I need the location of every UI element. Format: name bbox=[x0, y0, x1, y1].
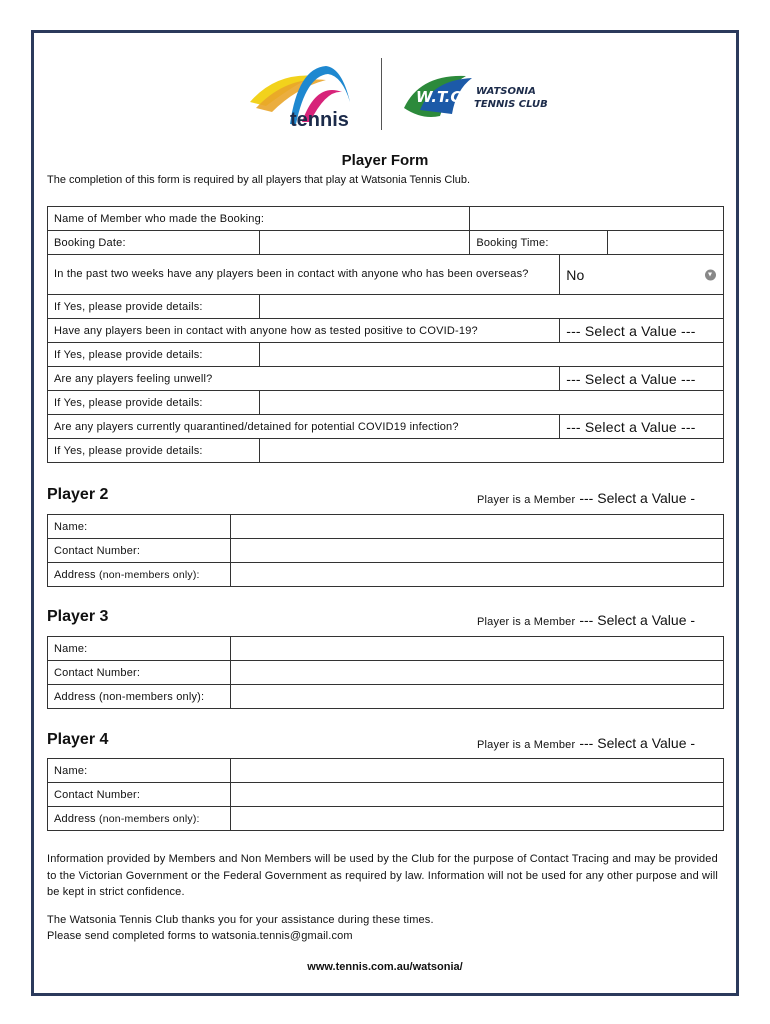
player-4-contact-label: Contact Number: bbox=[48, 783, 231, 807]
player-3-name-input[interactable] bbox=[231, 637, 724, 661]
send-instructions: Please send completed forms to watsonia.tennis@gmail.com bbox=[47, 930, 353, 942]
quarantine-details-label: If Yes, please provide details: bbox=[48, 439, 260, 463]
player-2-member-select[interactable]: --- Select a Value - bbox=[579, 490, 696, 506]
covid-details-label: If Yes, please provide details: bbox=[48, 343, 260, 367]
member-booking-label: Name of Member who made the Booking: bbox=[48, 207, 470, 231]
player-2-member bbox=[477, 490, 695, 506]
player-3-heading: Player 3 bbox=[47, 608, 109, 625]
player-3-member bbox=[477, 612, 695, 628]
player-4-address-input[interactable] bbox=[231, 807, 724, 831]
player-3-address-note: (non-members only): bbox=[99, 690, 205, 703]
privacy-notice: Information provided by Members and Non Members will be used by the Club for the purpose of Contact Tracing and may be provided to the Victorian Government or the Federal Government as required by law. Information will not be used for any other purpose and will be kept in strict confidence. bbox=[47, 853, 718, 898]
player-3-address-word: Address bbox=[54, 690, 100, 703]
player-3-address-input[interactable] bbox=[231, 685, 724, 709]
player-4-name-label: Name: bbox=[48, 759, 231, 783]
booking-time-input[interactable] bbox=[608, 231, 724, 255]
player-3-address-label bbox=[48, 685, 231, 709]
logo-divider bbox=[381, 58, 382, 130]
overseas-details-input[interactable] bbox=[259, 295, 723, 319]
chevron-down-icon bbox=[705, 269, 716, 280]
player-2-address-label bbox=[48, 563, 231, 587]
quarantine-select[interactable] bbox=[560, 415, 724, 439]
player-2-address-input[interactable] bbox=[231, 563, 724, 587]
svg-text:tennis: tennis bbox=[290, 109, 349, 130]
svg-text:WATSONIA: WATSONIA bbox=[476, 86, 536, 97]
player-3-contact-label: Contact Number: bbox=[48, 661, 231, 685]
covid-contact-question: Have any players been in contact with anyone how as tested positive to COVID-19? bbox=[48, 319, 560, 343]
member-booking-input[interactable] bbox=[470, 207, 724, 231]
player-2-table bbox=[47, 514, 724, 587]
player-2-address-note: (non-members only): bbox=[99, 568, 200, 581]
overseas-select-value: No bbox=[566, 266, 585, 283]
player-3-name-label: Name: bbox=[48, 637, 231, 661]
player-2-contact-input[interactable] bbox=[231, 539, 724, 563]
covid-contact-select-value: --- Select a Value --- bbox=[566, 322, 696, 339]
unwell-select-value: --- Select a Value --- bbox=[566, 370, 696, 387]
svg-text:TENNIS CLUB: TENNIS CLUB bbox=[474, 99, 548, 110]
booking-table bbox=[47, 206, 724, 463]
page-title: Player Form bbox=[341, 152, 429, 169]
player-2-member-label: Player is a Member bbox=[477, 494, 576, 506]
booking-time-label: Booking Time: bbox=[470, 231, 608, 255]
player-3-table bbox=[47, 636, 724, 709]
unwell-select[interactable] bbox=[560, 367, 724, 391]
thanks-text: The Watsonia Tennis Club thanks you for your assistance during these times. bbox=[47, 914, 434, 926]
svg-text:W.T.C: W.T.C bbox=[416, 88, 462, 106]
player-4-address-note: (non-members only): bbox=[99, 812, 200, 825]
tennis-australia-logo bbox=[246, 62, 362, 130]
booking-date-input[interactable] bbox=[259, 231, 470, 255]
player-4-address-word: Address bbox=[54, 812, 100, 825]
player-3-member-label: Player is a Member bbox=[477, 616, 576, 628]
unwell-details-label: If Yes, please provide details: bbox=[48, 391, 260, 415]
player-2-name-label: Name: bbox=[48, 515, 231, 539]
unwell-question: Are any players feeling unwell? bbox=[48, 367, 560, 391]
quarantine-select-value: --- Select a Value --- bbox=[566, 418, 696, 435]
player-2-address-word: Address bbox=[54, 568, 100, 581]
intro-text: The completion of this form is required by all players that play at Watsonia Tennis Club. bbox=[47, 174, 471, 186]
website-link[interactable]: www.tennis.com.au/watsonia/ bbox=[307, 961, 463, 973]
player-2-heading: Player 2 bbox=[47, 486, 109, 503]
quarantine-question: Are any players currently quarantined/detained for potential COVID19 infection? bbox=[48, 415, 560, 439]
quarantine-details-input[interactable] bbox=[259, 439, 723, 463]
overseas-question: In the past two weeks have any players been in contact with anyone who has been overseas? bbox=[48, 255, 560, 295]
player-4-name-input[interactable] bbox=[231, 759, 724, 783]
overseas-select[interactable] bbox=[560, 255, 724, 295]
player-2-name-input[interactable] bbox=[231, 515, 724, 539]
player-4-heading: Player 4 bbox=[47, 731, 109, 748]
overseas-details-label: If Yes, please provide details: bbox=[48, 295, 260, 319]
unwell-details-input[interactable] bbox=[259, 391, 723, 415]
player-3-contact-input[interactable] bbox=[231, 661, 724, 685]
covid-details-input[interactable] bbox=[259, 343, 723, 367]
player-4-contact-input[interactable] bbox=[231, 783, 724, 807]
booking-date-label: Booking Date: bbox=[48, 231, 260, 255]
covid-contact-select[interactable] bbox=[560, 319, 724, 343]
player-4-address-label bbox=[48, 807, 231, 831]
player-4-table bbox=[47, 758, 724, 831]
watsonia-tennis-club-logo bbox=[400, 70, 550, 122]
player-4-member bbox=[477, 735, 695, 751]
player-4-member-select[interactable]: --- Select a Value - bbox=[579, 735, 696, 751]
player-4-member-label: Player is a Member bbox=[477, 739, 576, 751]
player-3-member-select[interactable]: --- Select a Value - bbox=[579, 612, 696, 628]
player-2-contact-label: Contact Number: bbox=[48, 539, 231, 563]
